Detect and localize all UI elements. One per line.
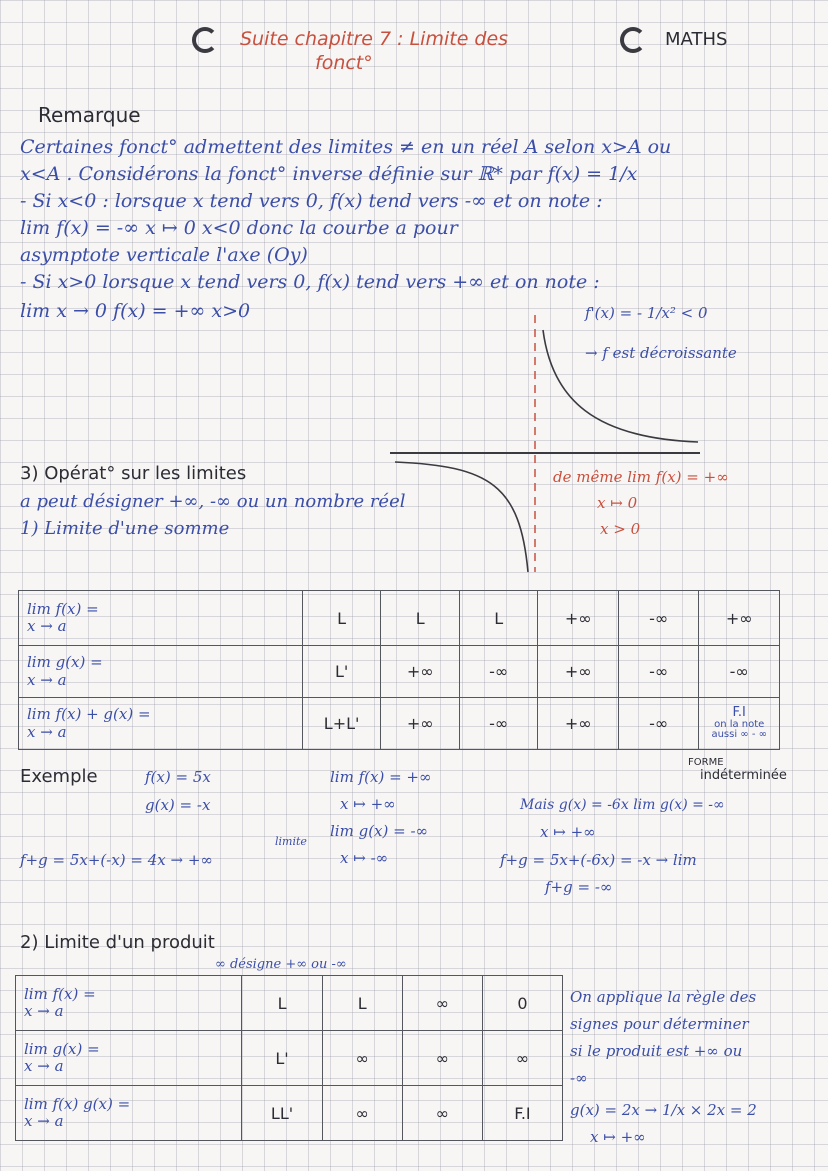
remark-line: - Si x>0 lorsque x tend vers 0, f(x) tend vers +∞ et on note : — [20, 271, 600, 293]
table-cell: +∞ — [381, 646, 460, 698]
remark-line: lim x → 0 f(x) = +∞ x>0 — [20, 300, 251, 322]
table-cell: -∞ — [699, 646, 780, 698]
row-label: lim f(x) = x → a — [19, 591, 303, 646]
table-cell: +∞ — [699, 591, 780, 646]
example-g: g(x) = -x — [145, 796, 211, 814]
curve-positive-branch — [543, 330, 698, 442]
rule-line: x ↦ +∞ — [590, 1128, 646, 1146]
remark-line: asymptote verticale l'axe (Oy) — [20, 244, 308, 266]
table-row — [16, 1031, 563, 1086]
table-cell: 0 — [482, 976, 562, 1031]
binder-hole-left — [192, 27, 218, 53]
row-label: lim f(x) + g(x) = x → a — [19, 698, 303, 750]
rule-line: On applique la règle des — [570, 988, 757, 1006]
table-cell: -∞ — [459, 698, 537, 750]
table-cell: +∞ — [538, 591, 619, 646]
rule-line: -∞ — [570, 1069, 588, 1087]
derivative-note: f'(x) = - 1/x² < 0 — [585, 304, 708, 322]
curve-negative-branch — [395, 462, 528, 572]
same-limit-line2: x ↦ 0 — [597, 494, 638, 512]
table-cell: ∞ — [402, 976, 482, 1031]
rule-line: g(x) = 2x → 1/x × 2x = 2 — [570, 1101, 757, 1119]
table-cell: -∞ — [618, 698, 698, 750]
example-sum2-result: f+g = -∞ — [545, 878, 613, 896]
row-label: lim g(x) = x → a — [19, 646, 303, 698]
binder-hole-right — [620, 27, 646, 53]
sum-limits-table — [18, 590, 780, 750]
table-cell: +∞ — [381, 698, 460, 750]
example-lim-g-under: x ↦ -∞ — [340, 849, 389, 867]
table-cell: -∞ — [459, 646, 537, 698]
table-cell: -∞ — [618, 646, 698, 698]
section-heading: 3) Opérat° sur les limites — [20, 463, 247, 484]
section-note: a peut désigner +∞, -∞ ou un nombre réel — [20, 491, 406, 512]
row-label: lim f(x) = x → a — [16, 976, 242, 1031]
forme-indeterminee-cell: F.I on la note aussi ∞ - ∞ — [699, 698, 780, 750]
decreasing-note: → f est décroissante — [585, 344, 737, 362]
remark-line: x<A . Considérons la fonct° inverse définie sur ℝ* par f(x) = 1/x — [20, 163, 638, 185]
table-row — [19, 698, 780, 750]
row-label: lim f(x) g(x) = x → a — [16, 1086, 242, 1141]
table-cell: F.I — [482, 1086, 562, 1141]
example-limite-label: limite — [275, 835, 307, 848]
page-title: Suite chapitre 7 : Limite des — [240, 28, 509, 50]
inverse-function-graph — [380, 310, 710, 580]
table-cell: +∞ — [538, 646, 619, 698]
table-cell: ∞ — [322, 1031, 402, 1086]
table-row — [16, 1086, 563, 1141]
subject-label: MATHS — [665, 29, 728, 50]
example-sum2: f+g = 5x+(-6x) = -x → lim — [500, 851, 697, 869]
table-cell: L — [322, 976, 402, 1031]
table-row — [19, 646, 780, 698]
page-title-continued: fonct° — [315, 52, 373, 74]
table-cell: L — [459, 591, 537, 646]
table-cell: L+L' — [302, 698, 381, 750]
section-heading: 2) Limite d'un produit — [20, 932, 215, 953]
table-cell: -∞ — [618, 591, 698, 646]
example-mais: Mais g(x) = -6x lim g(x) = -∞ — [520, 797, 725, 813]
row-label: lim g(x) = x → a — [16, 1031, 242, 1086]
rule-line: signes pour déterminer — [570, 1015, 749, 1033]
table-cell: ∞ — [482, 1031, 562, 1086]
table-row — [19, 591, 780, 646]
table-cell: ∞ — [322, 1086, 402, 1141]
fi-caption: FORME — [688, 757, 724, 768]
remark-heading: Remarque — [38, 103, 141, 127]
example-lim-g: lim g(x) = -∞ — [330, 822, 429, 840]
table-cell: ∞ — [402, 1086, 482, 1141]
product-limits-table — [15, 975, 563, 1141]
remark-line: - Si x<0 : lorsque x tend vers 0, f(x) tend vers -∞ et on note : — [20, 190, 603, 212]
example-f: f(x) = 5x — [145, 768, 211, 786]
example-label: Exemple — [20, 766, 98, 787]
rule-line: si le produit est +∞ ou — [570, 1042, 743, 1060]
table-cell: L' — [302, 646, 381, 698]
remark-line: Certaines fonct° admettent des limites ≠ en un réel A selon x>A ou — [20, 136, 672, 158]
same-limit-line3: x > 0 — [600, 520, 641, 538]
table-cell: ∞ — [402, 1031, 482, 1086]
same-limit-line1: de même lim f(x) = +∞ — [553, 468, 729, 486]
example-mais-under: x ↦ +∞ — [540, 823, 596, 841]
table-cell: L — [242, 976, 322, 1031]
example-lim-f-under: x ↦ +∞ — [340, 795, 396, 813]
section-note: ∞ désigne +∞ ou -∞ — [215, 957, 347, 972]
table-row — [16, 976, 563, 1031]
table-cell: L — [302, 591, 381, 646]
example-sum: f+g = 5x+(-x) = 4x → +∞ — [20, 851, 213, 869]
remark-line: lim f(x) = -∞ x ↦ 0 x<0 donc la courbe a pour — [20, 217, 458, 239]
table-cell: +∞ — [538, 698, 619, 750]
table-cell: L — [381, 591, 460, 646]
example-lim-f: lim f(x) = +∞ — [330, 768, 432, 786]
subsection-heading: 1) Limite d'une somme — [20, 518, 230, 539]
table-cell: LL' — [242, 1086, 322, 1141]
table-cell: L' — [242, 1031, 322, 1086]
fi-caption: indéterminée — [700, 768, 787, 783]
